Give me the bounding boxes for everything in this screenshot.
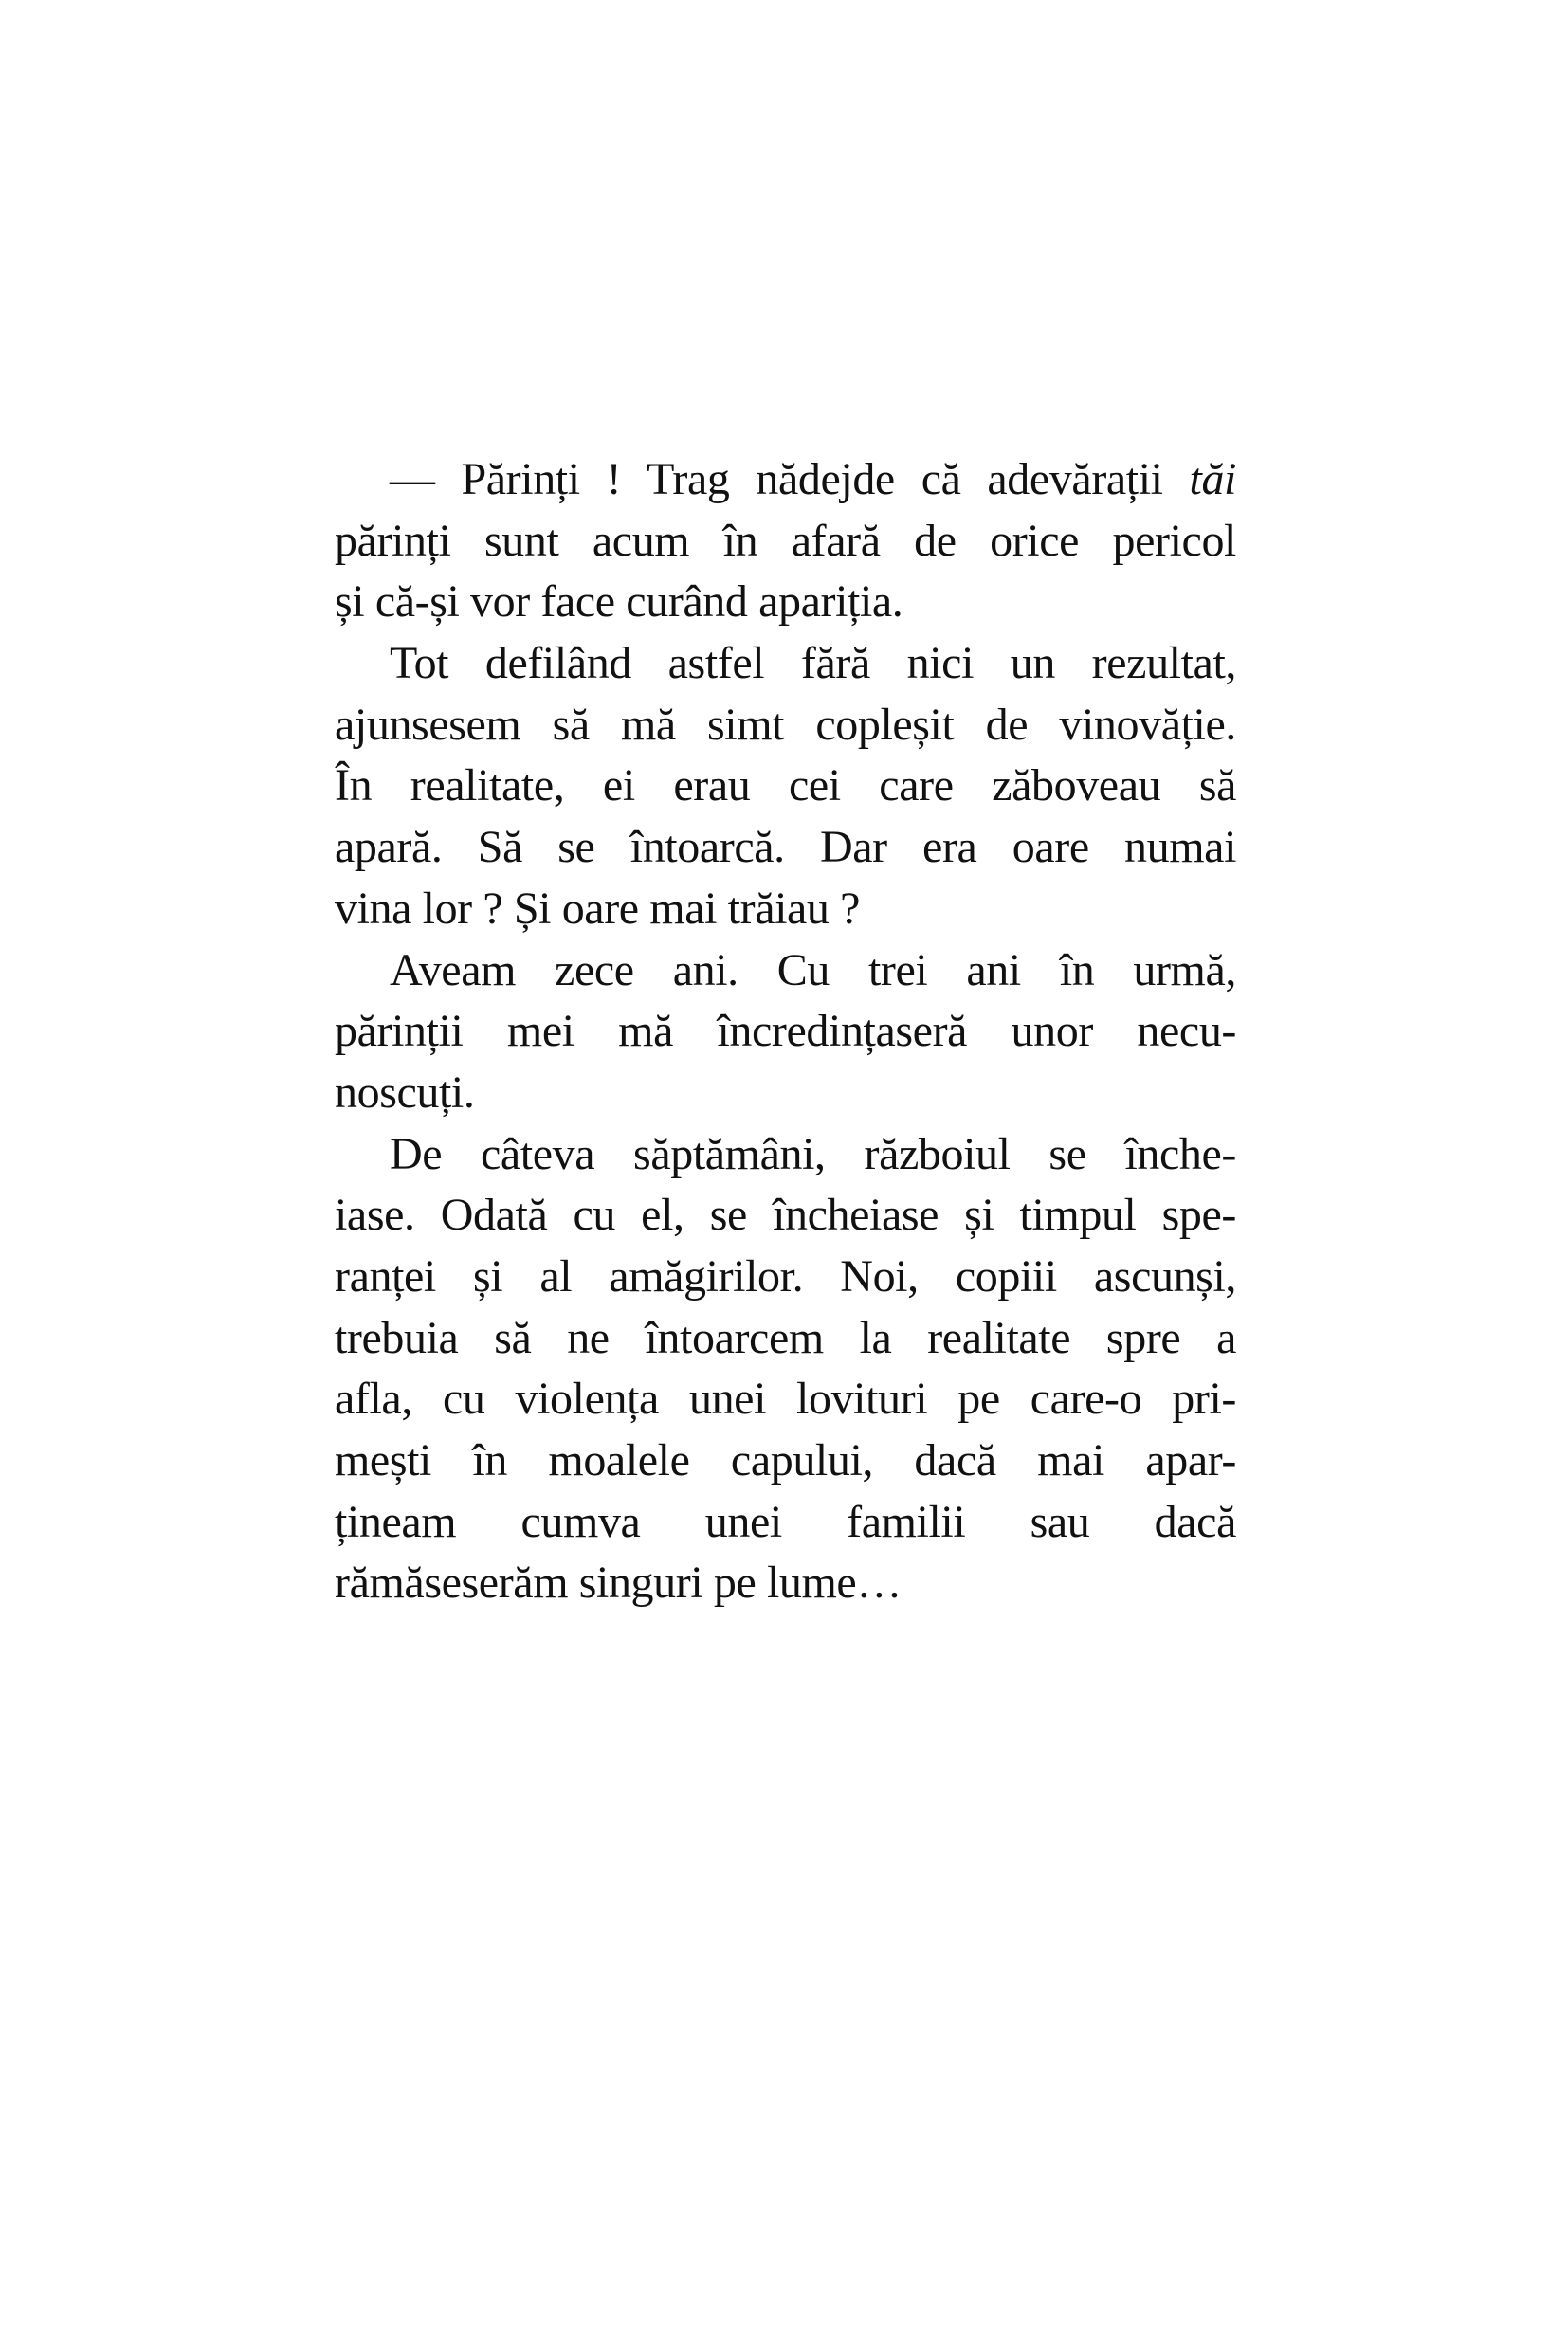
paragraph-4 [335, 1124, 1236, 1615]
line-text: — Părinți ! Trag nădejde că adevărații [390, 454, 1190, 504]
body-text [335, 449, 1236, 1614]
paragraph-3 [335, 940, 1236, 1124]
text-line: ajunsesem să mă simt copleșit de vinovăție. [335, 699, 1236, 750]
paragraph-1 [335, 449, 1236, 633]
text-line: De câteva săptămâni, războiul se înche- [390, 1128, 1236, 1179]
text-line: și că-și vor face curând apariția. [335, 576, 903, 628]
text-line: afla, cu violența unei lovituri pe care-o pri- [335, 1374, 1236, 1425]
text-line [335, 449, 1236, 511]
text-line: țineam cumva unei familii sau dacă [335, 1496, 1236, 1547]
text-line: rămăseserăm singuri pe lume… [335, 1558, 902, 1609]
text-line: mești în moalele capului, dacă mai apar- [335, 1435, 1236, 1485]
text-line: În realitate, ei erau cei care zăboveau să [335, 760, 1236, 811]
paragraph-2 [335, 633, 1236, 939]
text-line: iase. Odată cu el, se încheiase și timpul spe- [335, 1190, 1236, 1241]
text-line: Aveam zece ani. Cu trei ani în urmă, [390, 944, 1236, 995]
text-line: vina lor ? Și oare mai trăiau ? [335, 883, 861, 934]
text-line: ranței și al amăgirilor. Noi, copiii ascunși, [335, 1250, 1236, 1302]
italic-emphasis: tăi [1189, 454, 1236, 504]
text-line: părinți sunt acum în afară de orice pericol [335, 515, 1236, 566]
text-line: apară. Să se întoarcă. Dar era oare numai [335, 822, 1236, 873]
text-line: Tot defilând astfel fără nici un rezultat, [390, 638, 1236, 689]
text-line: părinții mei mă încredințaseră unor necu- [335, 1006, 1236, 1057]
text-line: noscuți. [335, 1066, 475, 1118]
text-line: trebuia să ne întoarcem la realitate spre a [335, 1312, 1236, 1363]
